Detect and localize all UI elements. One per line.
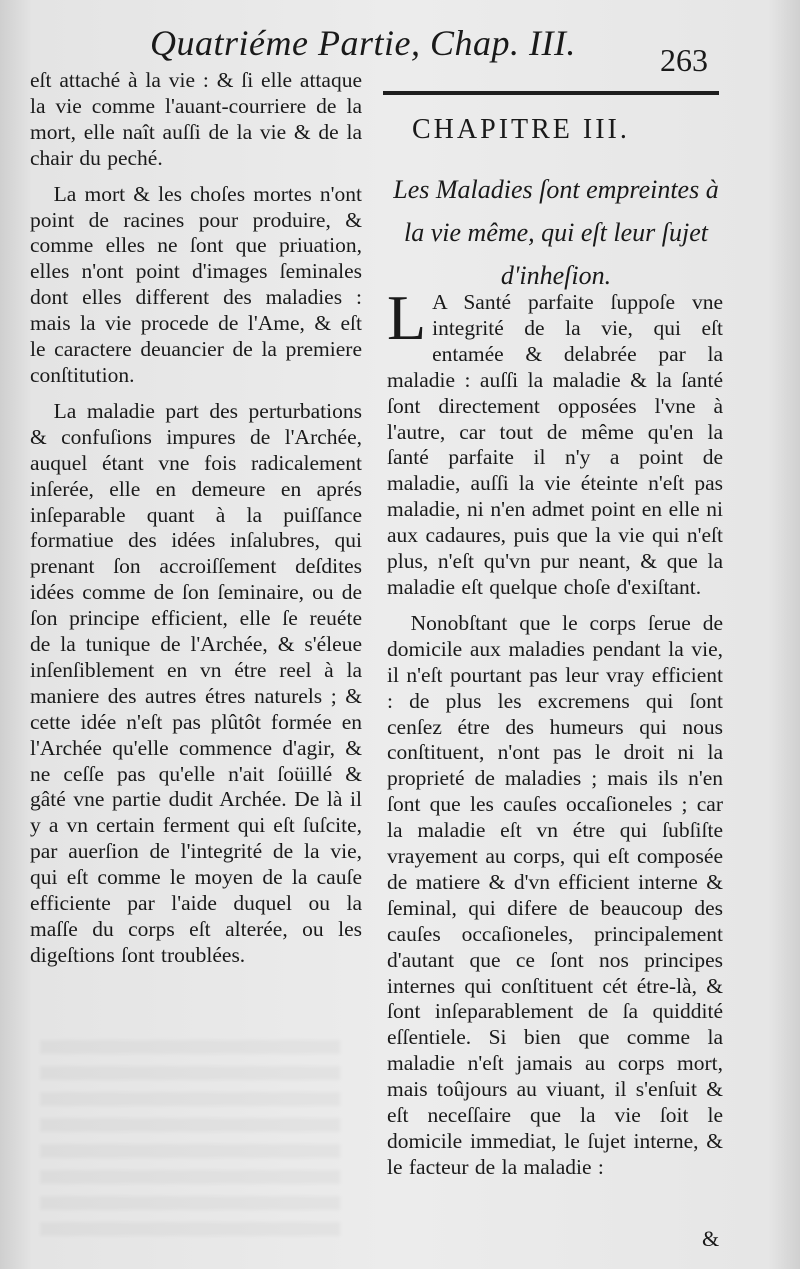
chapter-title: Les Maladies ſont empreintes à la vie même, qui eſt leur ſujet d'inheſion. [393,175,719,290]
catchword: & [702,1226,720,1251]
paragraph [387,282,723,601]
left-column [30,68,362,969]
drop-cap: L [387,282,427,353]
page-number: 263 [660,42,708,78]
chapter-heading: CHAPITRE III. [412,114,630,145]
header-rule [383,91,719,95]
paragraph: La mort & les choſes mortes n'ont point de racines pour produire, & comme elles ne ſont que priuation, elles n'ont point d'images ſeminales dont elles different des maladies : mais la vie procede de l'Ame, & eſt le caractere deuancier de la premiere conſtitution. [30,181,362,387]
paragraph: eſt attaché à la vie : & ſi elle attaque la vie comme l'auant-courriere de la mort, elle naît auſſi de la vie & de la chair du peché. [30,68,362,170]
running-head: Quatriéme Partie, Chap. III. [150,23,576,63]
right-column [387,282,723,1181]
paragraph-text: A Santé parfaite ſuppoſe vne integrité de la vie, qui eſt entamée & delabrée par la maladie : auſſi la maladie & la ſanté ſont directement opposées l'vne à l'autre, car tout de même qu'en la ſanté parfaite il n'y a point de maladie, auſſi la vie éteinte n'eſt pas maladie, ni n'en admet point en elle ni aux cadaures, puis que la vie qui n'eſt plus, n'eſt qu'vn pur neant, & que la maladie eſt quelque choſe d'exiſtant. [387,290,723,599]
bleed-through-shadow [40,1040,340,1240]
paragraph: Nonobſtant que le corps ſerue de domicile aux maladies pendant la vie, il n'eſt pourtant pas leur vray efficient : de plus les excremens qui ſont cenſez étre des humeurs qui nous conſtituent, n'ont pas le droit ni la proprieté de maladies ; mais ils n'en ſont que les cauſes occaſioneles ; car la maladie eſt vn étre qui ſubſiſte vrayement au corps, qui eſt composée de matiere & d'vn efficient interne & ſeminal, qui difere de beaucoup des cauſes occaſioneles, principalement d'autant que ce ſont nos principes internes qui conſtituent cét étre-là, & ſont inſeparablement de ſa quiddité eſſentiele. Si bien que comme la maladie n'eſt jamais au corps mort, mais toûjours au viuant, il s'enſuit & eſt neceſſaire que la vie ſoit le domicile immediat, le ſujet interne, & le facteur de la maladie : [387,610,723,1179]
paragraph: La maladie part des perturbations & confuſions impures de l'Archée, auquel étant vne fois radicalement inſerée, elle en demeure en aprés inſeparable quant à la puiſſance formatiue des idées inſalubres, qui prenant ſon accroiſſement deſdites idées comme de ſon ſeminaire, ou de ſon principe efficient, elle ſe reuéte de la tunique de l'Archée, & s'éleue inſenſiblement en vn étre reel à la maniere des autres étres naturels ; & cette idée n'eſt pas plûtôt formée en l'Archée qu'elle commence d'agir, & ne ceſſe pas qu'elle n'ait ſoüillé & gâté vne partie dudit Archée. De là il y a vn certain ferment qui eſt ſuſcite, par auerſion de l'integrité de la vie, qui eſt comme le moyen de la cauſe efficiente par l'aide duquel ou la maſſe du corps eſt alterée, ou les digeſtions ſont troublées. [30,398,362,967]
